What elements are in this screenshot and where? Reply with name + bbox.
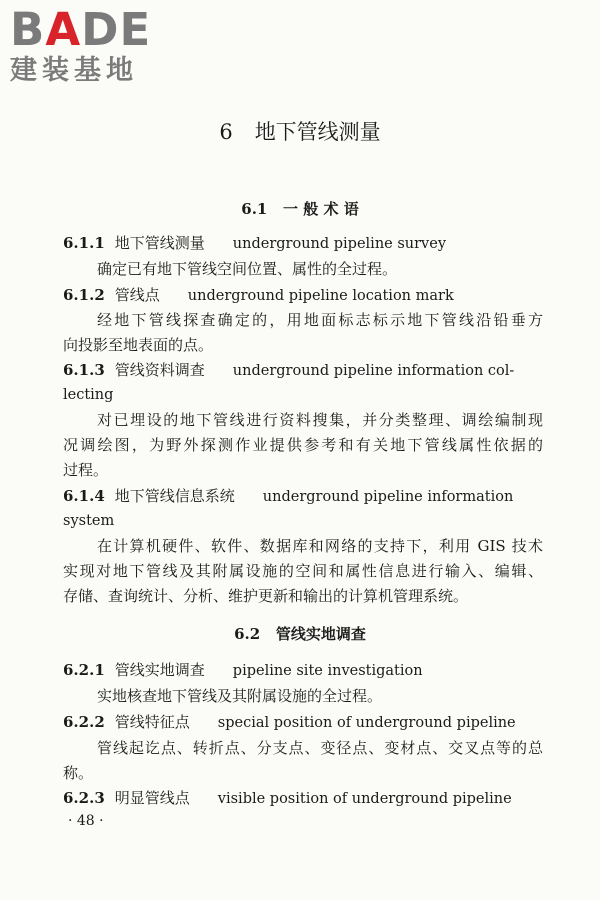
- term-definition: 确定已有地下管线空间位置、属性的全过程。: [97, 260, 398, 278]
- term-heading: 6.1.2 管线点 underground pipeline location mark: [63, 286, 454, 304]
- term-heading: 6.2.2 管线特征点 special position of underground pipeline: [63, 713, 516, 731]
- term-en-continuation: system: [63, 513, 115, 529]
- section-heading: 6.2 管线实地调查: [234, 625, 366, 643]
- term-definition: 实现对地下管线及其附属设施的空间和属性信息进行输入、编辑、: [63, 562, 543, 580]
- logo-wordmark: BADE: [10, 3, 152, 56]
- term-heading: 6.1.4 地下管线信息系统 underground pipeline information: [63, 487, 514, 505]
- term-definition: 过程。: [63, 461, 109, 479]
- logo-subtitle: 建装基地: [10, 55, 138, 86]
- term-heading: 6.2.1 管线实地调查 pipeline site investigation: [63, 661, 423, 679]
- term-definition: 向投影至地表面的点。: [63, 336, 214, 354]
- chapter-title: 6 地下管线测量: [219, 120, 381, 144]
- page-number: · 48 ·: [68, 813, 104, 829]
- term-definition: 管线起讫点、转折点、分支点、变径点、变材点、交叉点等的总: [97, 739, 543, 757]
- term-definition: 对已埋设的地下管线进行资料搜集，并分类整理、调绘编制现: [97, 411, 543, 429]
- term-definition: 经地下管线探查确定的，用地面标志标示地下管线沿铅垂方: [97, 311, 543, 329]
- section-heading: 6.1 一 般 术 语: [241, 200, 359, 218]
- term-heading: 6.1.3 管线资料调查 underground pipeline information col-: [63, 361, 515, 379]
- term-definition: 称。: [63, 764, 94, 782]
- bade-logo: [10, 3, 175, 88]
- term-definition: 况调绘图，为野外探测作业提供参考和有关地下管线属性依据的: [63, 436, 543, 454]
- term-en-continuation: lecting: [63, 387, 114, 403]
- term-definition: 实地核查地下管线及其附属设施的全过程。: [97, 687, 383, 705]
- term-heading: 6.1.1 地下管线测量 underground pipeline survey: [63, 234, 447, 252]
- term-definition: 在计算机硬件、软件、数据库和网络的支持下，利用 GIS 技术: [97, 537, 543, 555]
- term-definition: 存储、查询统计、分析、维护更新和输出的计算机管理系统。: [63, 587, 469, 605]
- term-heading: 6.2.3 明显管线点 visible position of underground pipeline: [63, 789, 512, 807]
